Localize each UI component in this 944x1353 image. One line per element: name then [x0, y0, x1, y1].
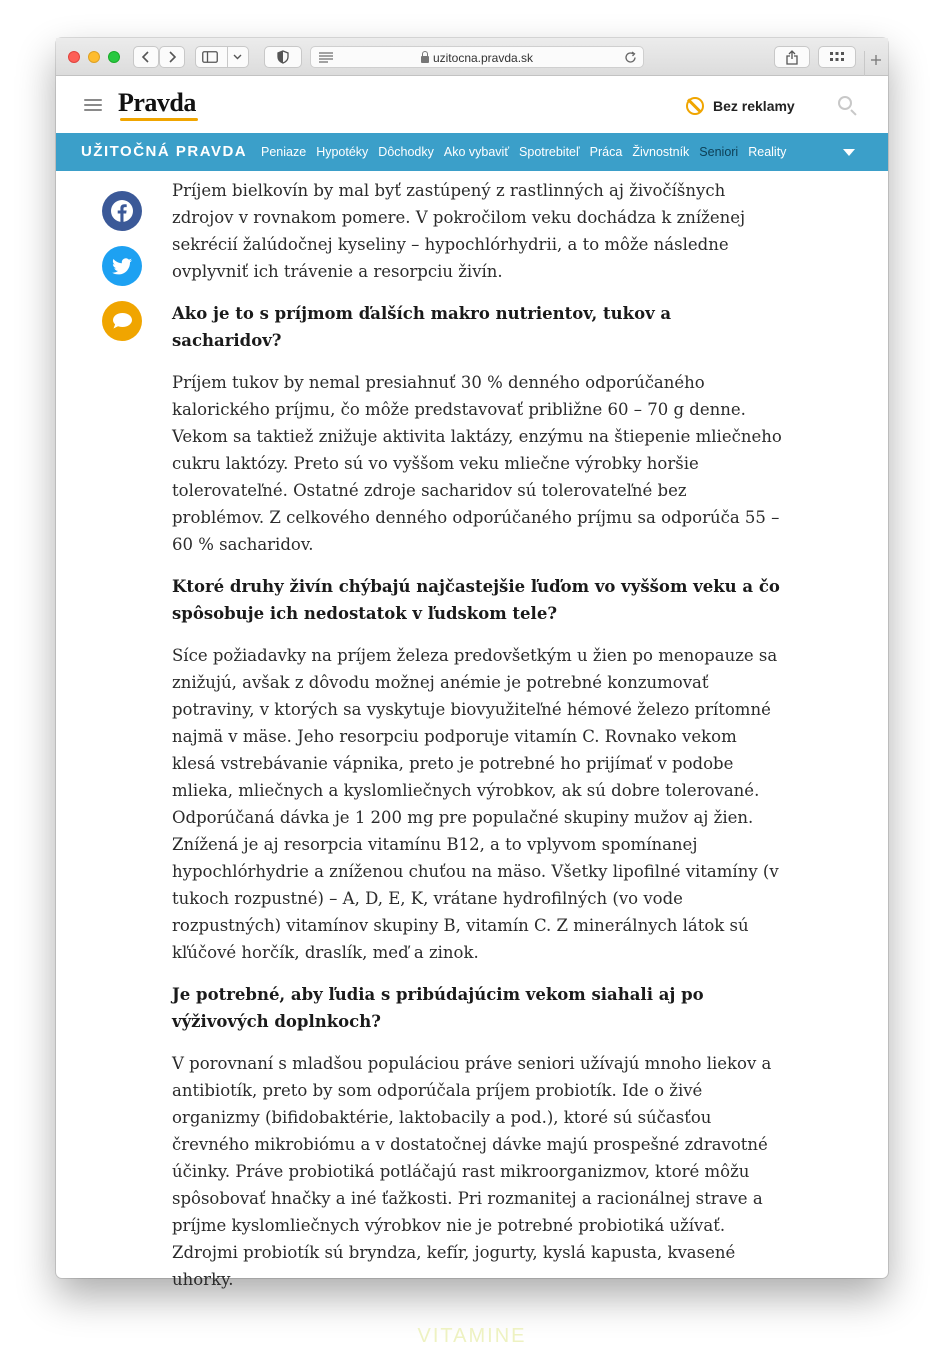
new-tab-button[interactable] [868, 52, 884, 68]
minimize-window-button[interactable] [88, 51, 100, 63]
grid-icon [830, 52, 844, 62]
plus-icon [868, 52, 884, 68]
logo-underline [120, 118, 198, 121]
share-button[interactable] [774, 46, 810, 68]
sidebar-button[interactable] [195, 46, 249, 68]
menu-icon[interactable] [84, 99, 102, 111]
lock-icon [421, 56, 429, 63]
article-subheading: Ako je to s príjmom ďalších makro nutrientov, tukov a sacharidov? [172, 304, 672, 350]
tab-overview-button[interactable] [818, 46, 856, 68]
nav-item-ako-vybavit[interactable]: Ako vybaviť [443, 145, 510, 159]
no-ads-icon[interactable] [686, 97, 704, 115]
facebook-icon [102, 191, 142, 231]
back-button[interactable] [133, 46, 159, 68]
browser-toolbar [56, 38, 888, 76]
article-subheading: Ktoré druhy živín chýbajú najčastejšie ľuďom vo vyššom veku a čo spôsobuje ich nedostatok v ľudskom tele? [172, 577, 780, 623]
chevron-left-icon [141, 51, 151, 63]
close-window-button[interactable] [68, 51, 80, 63]
chevron-down-icon [233, 54, 242, 60]
url-text: uzitocna.pravda.sk [432, 51, 534, 65]
nav-item-praca[interactable]: Práca [589, 145, 623, 159]
article-paragraph: V porovnaní s mladšou populáciou práve seniori užívajú mnoho liekov a antibiotík, preto by som odporúčala príjem probiotík. Ide o živé organizmy (bifidobaktérie, laktobacily a pod.), ktoré sú súčasťou črevného mikrobiómu a v dostatočnej dávke majú prospešné zdravotné účinky. Práve probiotiká potláčajú rast mikroorganizmov, ktoré môžu spôsobovať hnačky a iné ťažkosti. Pri rozmanitej a racionálnej strave a príjme kyslomliečnych výrobkov nie je potrebné probiotiká užívať. Zdrojmi probiotík sú bryndza, kefír, jogurty, kyslá kapusta, kvasené uhorky. [172, 1054, 772, 1289]
shield-icon [277, 50, 289, 64]
search-icon[interactable] [838, 96, 852, 110]
privacy-report-button[interactable] [264, 46, 302, 68]
watermark: VITAMINE [417, 1325, 527, 1347]
article-subheading: Je potrebné, aby ľudia s pribúdajúcim vekom siahali aj po výživových doplnkoch? [172, 985, 704, 1031]
site-logo[interactable]: Pravda [118, 88, 196, 117]
comment-button[interactable] [102, 301, 142, 341]
nav-item-zivnostnik[interactable]: Živnostník [632, 145, 690, 159]
nav-items [261, 145, 786, 159]
article-body [172, 177, 782, 1308]
nav-item-seniori[interactable]: Seniori [699, 145, 739, 159]
browser-window [56, 38, 888, 1289]
facebook-share-button[interactable] [102, 191, 142, 231]
nav-item-dochodky[interactable]: Dôchodky [378, 145, 434, 159]
nav-item-hypoteky[interactable]: Hypotéky [316, 145, 369, 159]
reload-icon[interactable] [624, 51, 637, 64]
address-bar[interactable] [310, 46, 644, 68]
article-paragraph: Síce požiadavky na príjem železa predovšetkým u žien po menopauze sa znižujú, avšak z dôvodu možnej anémie je potrebné konzumovať potraviny, v ktorých sa vyskytuje biovyužiteľné hémové železo prítomné najmä v mäse. Jeho resorpciu podporuje vitamín C. Rovnako vekom klesá vstrebávanie vápnika, preto je potrebné ho prijímať v podobe mlieka, mliečnych a kyslomliečnych výrobkov, ak sú dobre tolerované. Odporúčaná dávka je 1 200 mg pre populačné skupiny mužov aj žien. Znížená je aj resorpcia vitamínu B12, a to vplyvom spomínanej hypochlórhydrie a zníženou chuťou na mäso. Všetky lipofilné vitamíny (v tukoch rozpustné) – A, D, E, K, vrátane hydrofilných (vo vode rozpustných) vitamínov skupiny B, vitamín C. Z minerálnych látok sú kľúčové horčík, draslík, meď a zinok. [172, 646, 779, 962]
section-nav [56, 133, 888, 171]
article-paragraph: Príjem bielkovín by mal byť zastúpený z rastlinných aj živočíšnych zdrojov v rovnakom pomere. V pokročilom veku dochádza k zníženej sekrécií žalúdočnej kyseliny – hypochlórhydrii, a to môže následne ovplyvniť ich trávenie a resorpciu živín. [172, 181, 746, 281]
twitter-share-button[interactable] [102, 246, 142, 286]
no-ads-link[interactable]: Bez reklamy [713, 98, 795, 114]
nav-item-peniaze[interactable]: Peniaze [261, 145, 307, 159]
comment-icon [102, 301, 142, 341]
zoom-window-button[interactable] [108, 51, 120, 63]
sidebar-icon [202, 51, 218, 63]
nav-more-chevron-icon[interactable] [843, 149, 855, 156]
url-display [311, 51, 643, 65]
share-icon [786, 50, 798, 65]
chevron-right-icon [167, 51, 177, 63]
article-paragraph: Príjem tukov by nemal presiahnuť 30 % denného odporúčaného kalorického príjmu, čo môže predstavovať približne 60 – 70 g denne. Vekom sa taktiež znižuje aktivita laktázy, enzýmu na štiepenie mliečneho cukru laktózy. Preto sú vo vyššom veku mliečne výrobky horšie tolerovateľné. Ostatné zdroje sacharidov sú tolerovateľné bez problémov. Z celkového denného odporúčaného príjmu sa odporúča 55 – 60 % sacharidov. [172, 373, 782, 554]
forward-button[interactable] [159, 46, 185, 68]
twitter-icon [102, 246, 142, 286]
section-brand[interactable]: UŽITOČNÁ PRAVDA [81, 143, 248, 160]
nav-item-reality[interactable]: Reality [748, 145, 787, 159]
nav-item-spotrebitel[interactable]: Spotrebiteľ [519, 145, 580, 159]
